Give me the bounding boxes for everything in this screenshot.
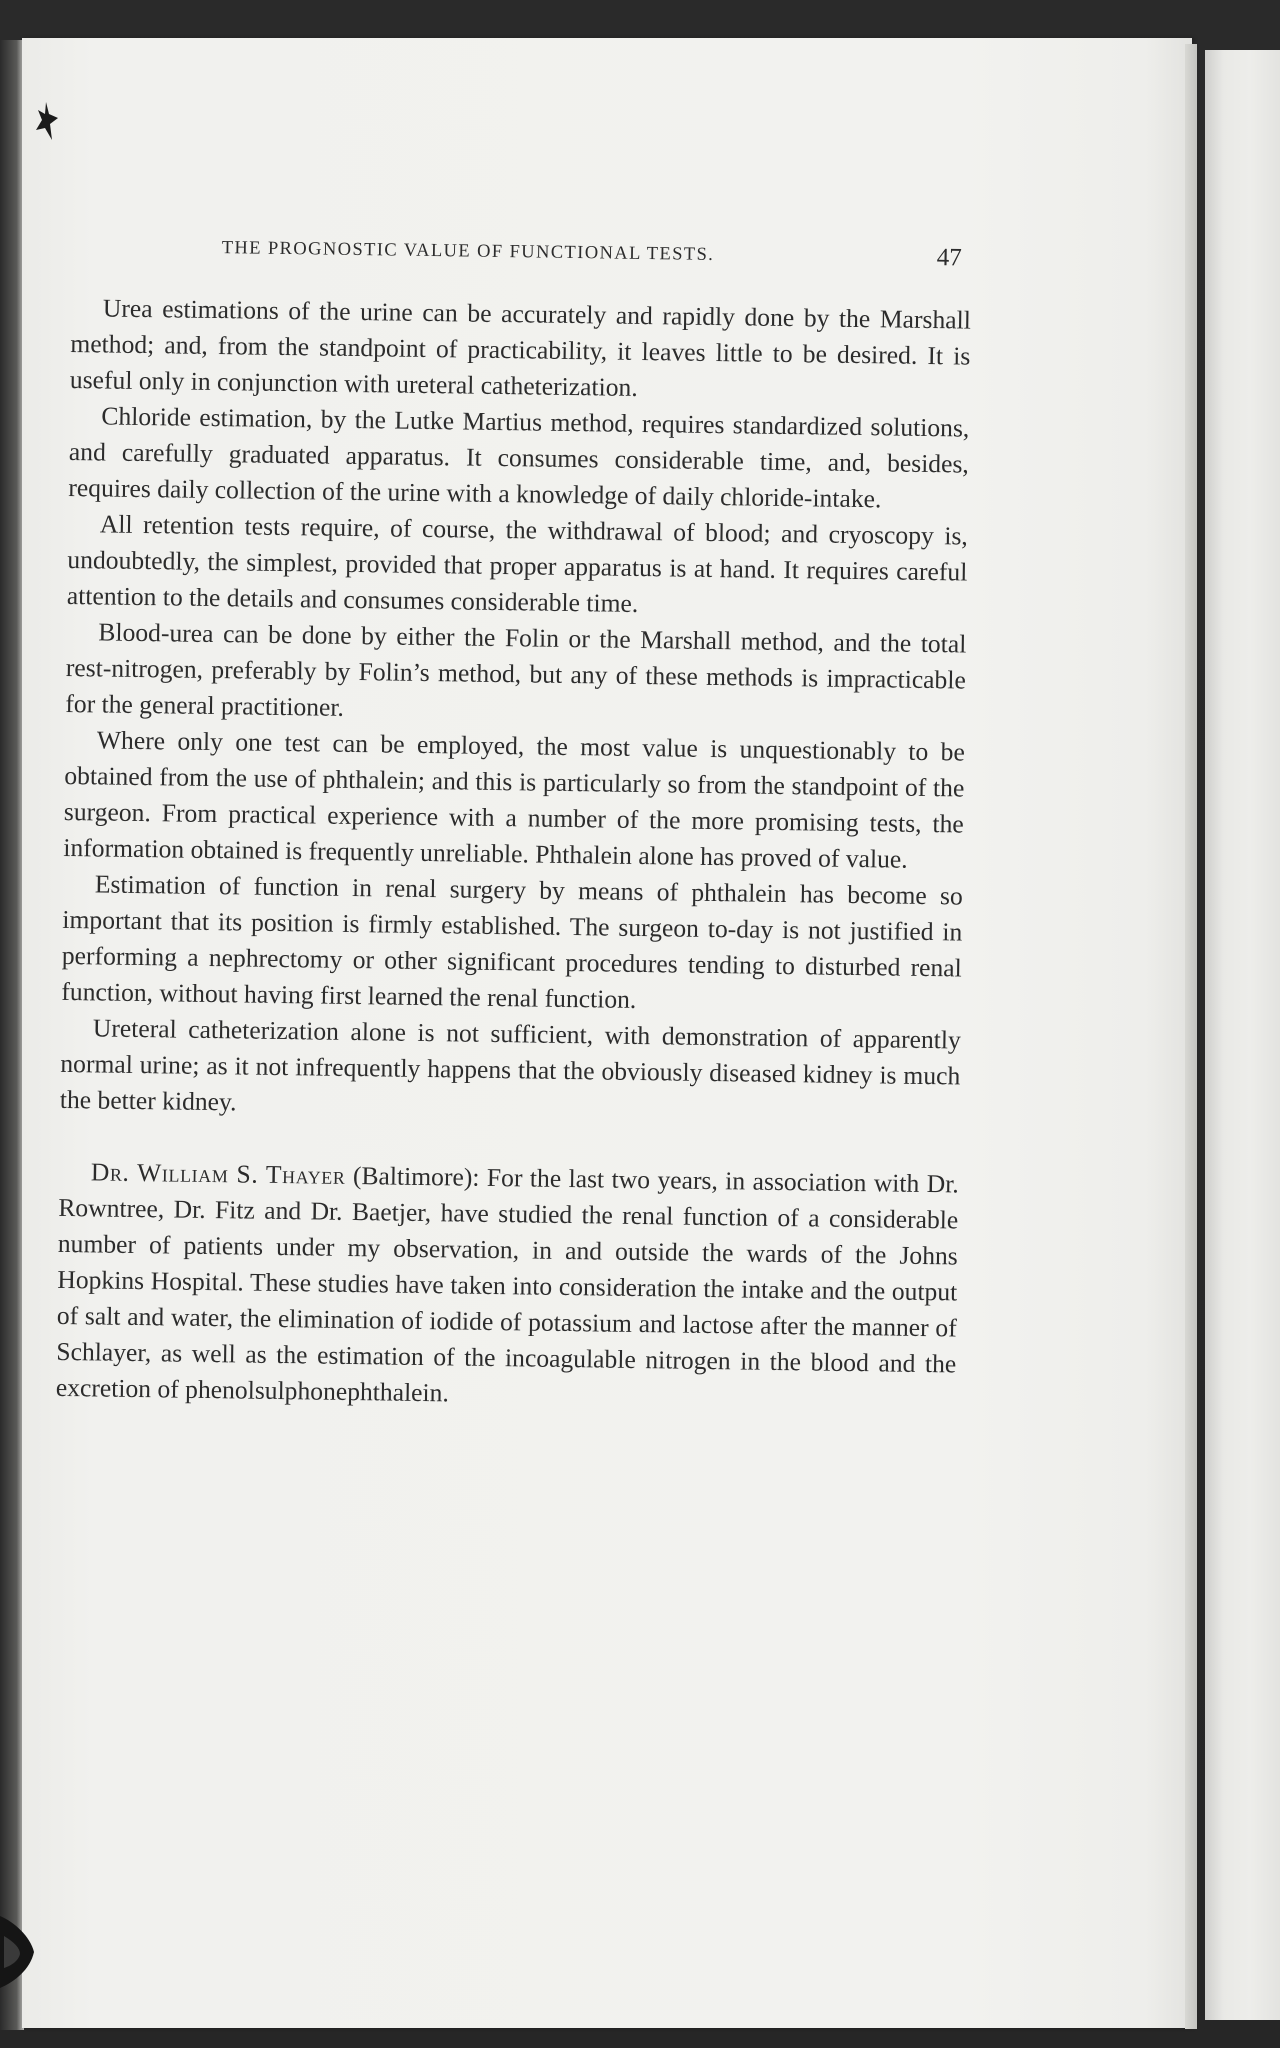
running-head [71, 230, 972, 303]
page-number: 47 [936, 244, 962, 272]
discussion-paragraph [56, 1154, 959, 1419]
ink-blot-icon [34, 100, 60, 146]
paragraph-phthalein: Where only one test can be employed, the most value is unquestionably to be obtained from the use of phthalein; and this is particularly so from the standpoint of the surgeon. From practical experience with a number of the more promising tests, the information obtained is frequently unreliable. Phthalein alone has proved of value. [63, 725, 966, 874]
binding-clip-icon [0, 1912, 38, 1992]
paragraph-renal-surgery: Estimation of function in renal surgery by means of phthalein has become so important that its position is firmly established. The surgeon to-day is not justified in performing a nephrectomy or other significant procedures tending to disturbed renal function, without having first learned the renal function. [61, 869, 963, 1014]
speaker-affiliation: (Baltimore): [352, 1161, 480, 1192]
paragraph-catheterization: Ureteral catheterization alone is not sufficient, with demonstration of apparently normal urine; as it not infrequently happens that the obviously diseased kidney is much the better kidney. [59, 1013, 961, 1117]
speaker-name: Dr. William S. Thayer [90, 1157, 346, 1190]
facing-page-edge [1205, 50, 1280, 2020]
page-edge [1185, 44, 1197, 2029]
binding-shadow [0, 40, 24, 2030]
paragraph-chloride: Chloride estimation, by the Lutke Martius method, requires standardized solutions, and carefully graduated apparatus. It consumes considerable time, and, besides, requires daily collection of the urine with a knowledge of daily chloride-intake. [68, 401, 970, 514]
paragraph-retention: All retention tests require, of course, the withdrawal of blood; and cryoscopy is, undoubtedly, the simplest, provided that proper apparatus is at hand. It requires careful attention to the details and consumes considerable time. [66, 509, 969, 618]
running-title: THE PROGNOSTIC VALUE OF FUNCTIONAL TESTS. [221, 238, 715, 265]
paragraph-blood-urea: Blood-urea can be done by either the Folin or the Marshall method, and the total rest-nitrogen, preferably by Folin’s method, but any of these methods is impracticable for the general practitioner. [65, 617, 967, 722]
paragraph-urea: Urea estimations of the urine can be accurately and rapidly done by the Marshall method; and, from the standpoint of practicability, it leaves little to be desired. It is useful only in conjunction with ureteral catheterization. [69, 293, 972, 402]
page-text [56, 230, 972, 1418]
discussion-text: For the last two years, in association with Dr. Rowntree, Dr. Fitz and Dr. Baetjer, have studied the renal function of a considerable number of patients under my observation, in and outside the wards of the Johns Hopkins Hospital. These studies have taken into consideration the intake and the output of salt and water, the elimination of iodide of potassium and lactose after the manner of Schlayer, as well as the estimation of the incoagulable nitrogen in the blood and the excretion of phenolsulphonephthalein. [55, 1162, 959, 1408]
